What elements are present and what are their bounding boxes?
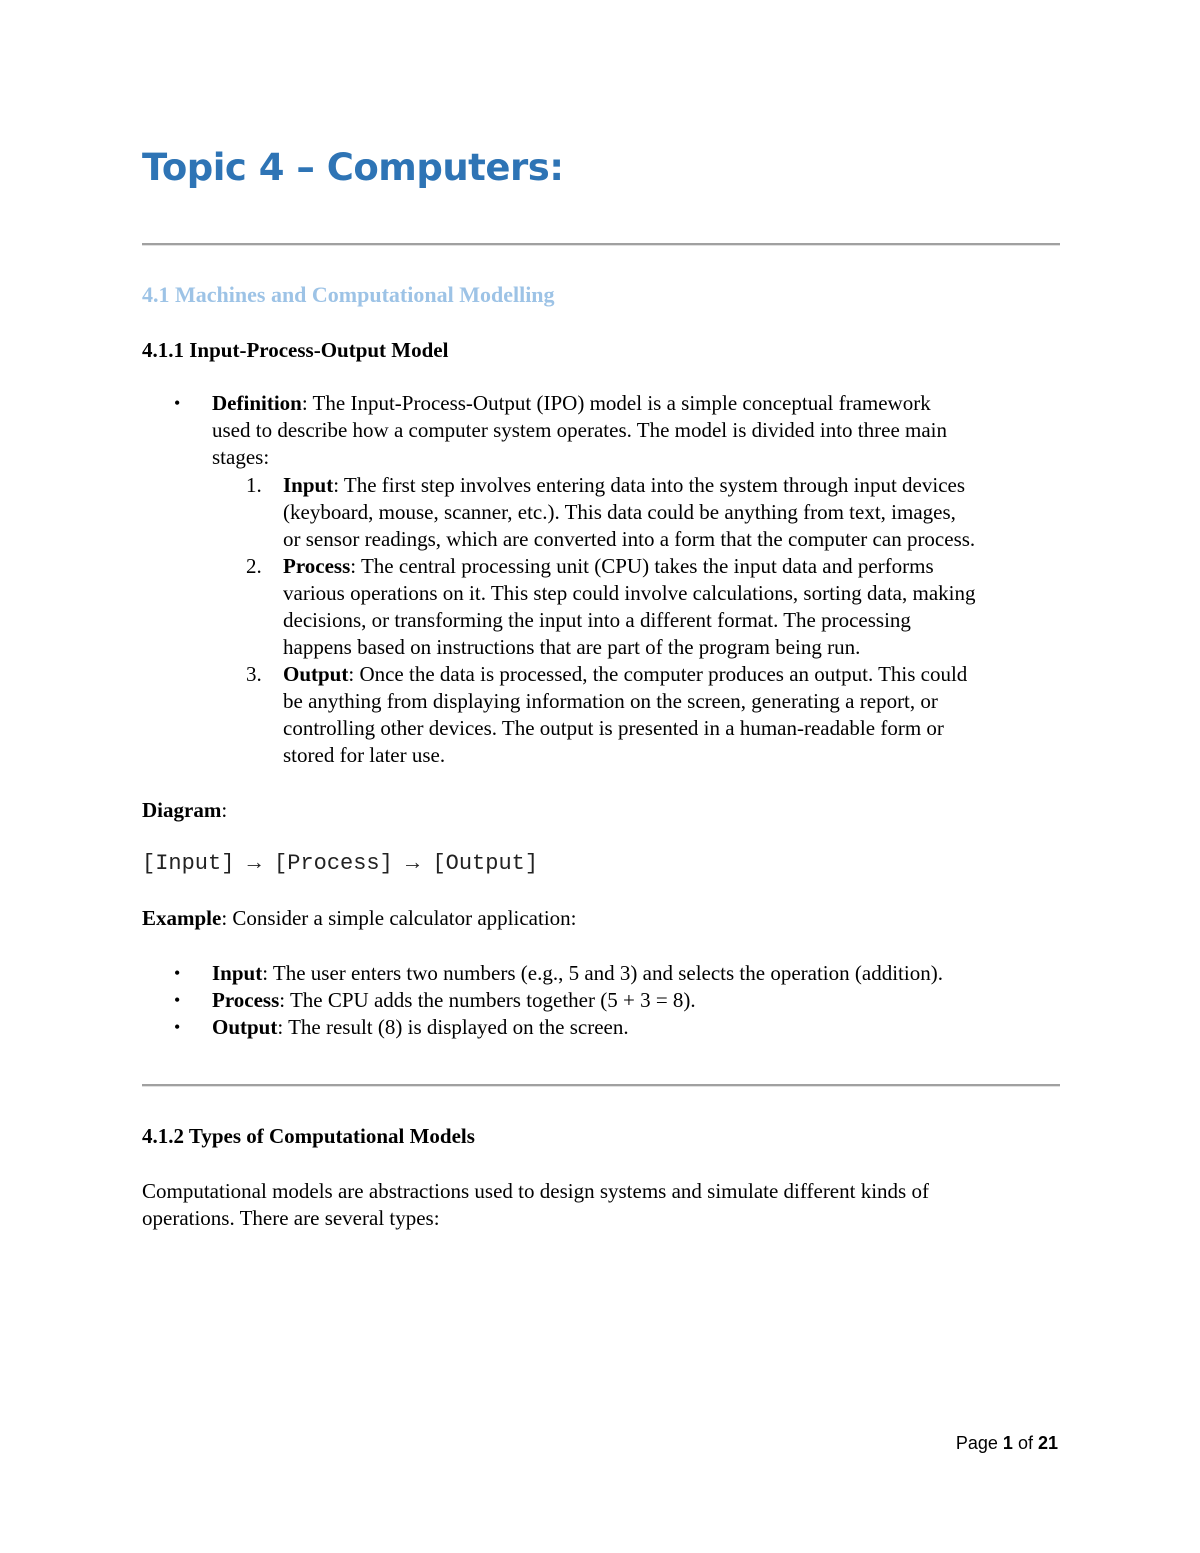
- definition-term: Definition: [212, 391, 302, 415]
- stage-term: Input: [283, 473, 334, 497]
- list-number: 3.: [246, 662, 262, 686]
- definition-line-2: used to describe how a computer system operates. The model is divided into three main: [212, 418, 948, 442]
- total-pages: 21: [1037, 1433, 1058, 1453]
- horizontal-rule: [142, 243, 1060, 246]
- paragraph-line-2: operations. There are several types:: [142, 1206, 440, 1230]
- stage-term: Process: [283, 554, 351, 578]
- page-title: Topic 4 – Computers:: [142, 146, 564, 189]
- subsection-heading-ipo: 4.1.1 Input-Process-Output Model: [142, 338, 449, 362]
- stage-input-line-1: Input: The first step involves entering data into the system through input devices: [283, 473, 966, 497]
- example-item-output: Output: The result (8) is displayed on the screen.: [212, 1015, 629, 1039]
- list-number: 1.: [246, 473, 262, 497]
- diagram-label: Diagram:: [142, 798, 228, 822]
- stage-input-line-3: or sensor readings, which are converted into a form that the computer can process.: [283, 527, 976, 551]
- stage-term: Output: [283, 662, 349, 686]
- stage-output-line-4: stored for later use.: [283, 743, 446, 767]
- definition-line-1: Definition: The Input-Process-Output (IPO) model is a simple conceptual framework: [212, 391, 931, 415]
- section-heading: 4.1 Machines and Computational Modelling: [142, 282, 555, 307]
- stage-output-line-2: be anything from displaying information on the screen, generating a report, or: [283, 689, 938, 713]
- bullet-icon: •: [174, 963, 181, 983]
- bullet-icon: •: [174, 393, 181, 413]
- example-item-input: Input: The user enters two numbers (e.g., 5 and 3) and selects the operation (addition).: [212, 961, 943, 985]
- example-intro: Example: Consider a simple calculator application:: [142, 906, 577, 930]
- paragraph-line-1: Computational models are abstractions used to design systems and simulate different kinds of: [142, 1179, 929, 1203]
- stage-output-line-3: controlling other devices. The output is presented in a human-readable form or: [283, 716, 944, 740]
- stage-process-line-2: various operations on it. This step could involve calculations, sorting data, making: [283, 581, 976, 605]
- stage-output-line-1: Output: Once the data is processed, the computer produces an output. This could: [283, 662, 968, 686]
- definition-line-3: stages:: [212, 445, 270, 469]
- stage-process-line-3: decisions, or transforming the input into a different format. The processing: [283, 608, 911, 632]
- bullet-icon: •: [174, 1017, 181, 1037]
- stage-input-line-2: (keyboard, mouse, scanner, etc.). This data could be anything from text, images,: [283, 500, 956, 524]
- subsection-heading-types: 4.1.2 Types of Computational Models: [142, 1124, 475, 1148]
- stage-process-line-1: Process: The central processing unit (CPU) takes the input data and performs: [283, 554, 934, 578]
- bullet-icon: •: [174, 990, 181, 1010]
- stage-process-line-4: happens based on instructions that are part of the program being run.: [283, 635, 861, 659]
- list-number: 2.: [246, 554, 262, 578]
- current-page-number: 1: [1002, 1433, 1013, 1453]
- page-number-footer: Page 1 of 21: [955, 1433, 1058, 1453]
- ipo-diagram-code: [Input] → [Process] → [Output]: [142, 851, 539, 876]
- horizontal-rule: [142, 1084, 1060, 1087]
- example-item-process: Process: The CPU adds the numbers together (5 + 3 = 8).: [212, 988, 696, 1012]
